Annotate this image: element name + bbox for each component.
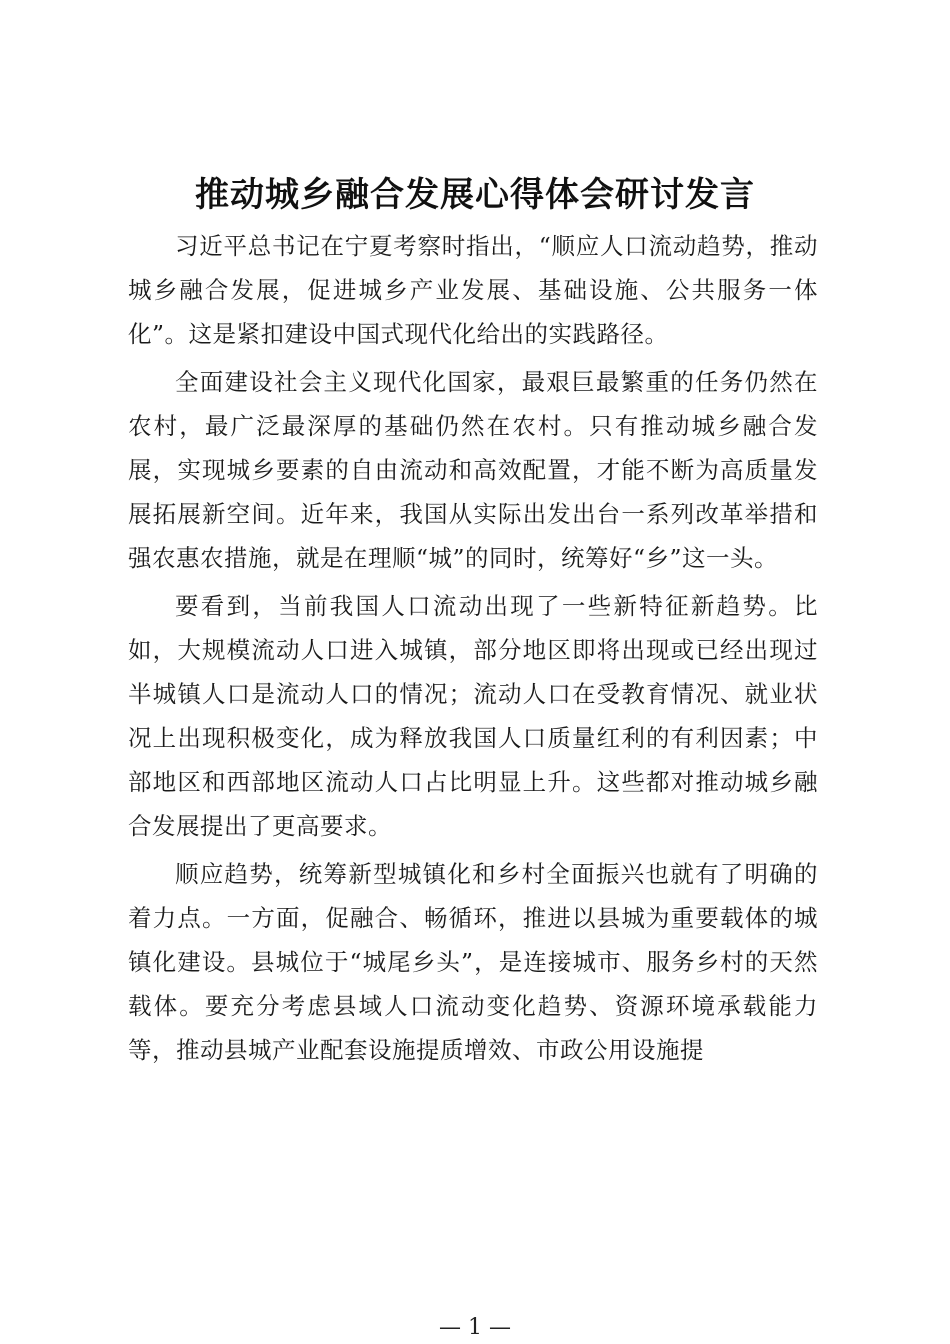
paragraph-3: 要看到，当前我国人口流动出现了一些新特征新趋势。比如，大规模流动人口进入城镇，部分地区即将出现或已经出现过半城镇人口是流动人口的情况；流动人口在受教育情况、就业状况上出现积极变化，成为释放我国人口质量红利的有利因素；中部地区和西部地区流动人口占比明显上升。这些都对推动城乡融合发展提出了更高要求。 [128,592,818,840]
paragraph-2: 全面建设社会主义现代化国家，最艰巨最繁重的任务仍然在农村，最广泛最深厚的基础仍然在农村。只有推动城乡融合发展，实现城乡要素的自由流动和高效配置，才能不断为高质量发展拓展新空间。近年来，我国从实际出发出台一系列改革举措和强农惠农措施，就是在理顺“城”的同时，统筹好“乡”这一头。 [128,368,818,572]
document-title: 推动城乡融合发展心得体会研讨发言 [195,175,755,215]
document-body [128,224,818,1072]
paragraph-1: 习近平总书记在宁夏考察时指出，“顺应人口流动趋势，推动城乡融合发展，促进城乡产业发展、基础设施、公共服务一体化”。这是紧扣建设中国式现代化给出的实践路径。 [128,232,818,348]
page-number: — 1 — [439,1315,511,1340]
paragraph-4: 顺应趋势，统筹新型城镇化和乡村全面振兴也就有了明确的着力点。一方面，促融合、畅循环，推进以县城为重要载体的城镇化建设。县城位于“城尾乡头”，是连接城市、服务乡村的天然载体。要充分考虑县域人口流动变化趋势、资源环境承载能力等，推动县城产业配套设施提质增效、市政公用设施提 [128,860,818,1064]
